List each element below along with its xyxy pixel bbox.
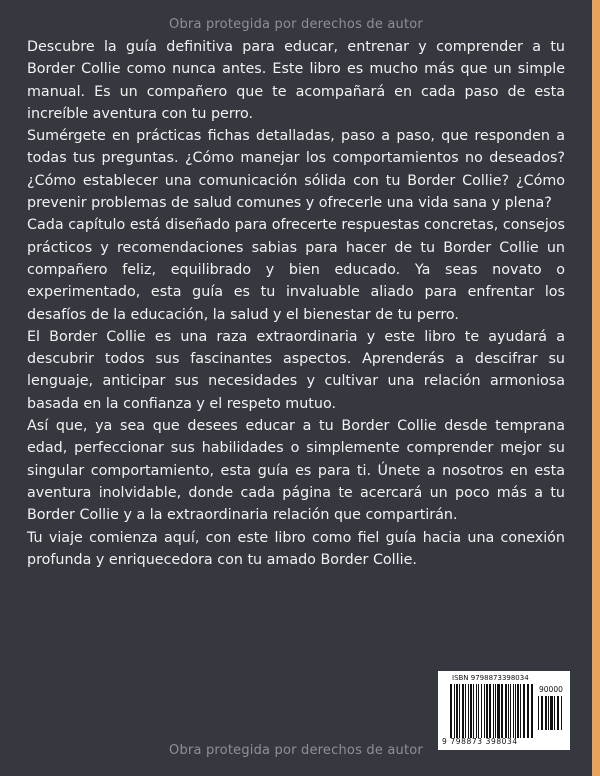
- barcode-bars: [450, 684, 534, 738]
- isbn-label: ISBN 9798873398034: [452, 674, 529, 682]
- isbn-digits: 9 798873 398034: [442, 737, 518, 746]
- isbn-barcode: [438, 671, 570, 750]
- paragraph: Así que, ya sea que desees educar a tu Border Collie desde temprana edad, perfeccionar sus habilidades o simplemente comprender mejor su singular comportamiento, esta guía es para ti. Únete a nosotros en esta aventura inolvidable, donde cada página te acercará un poco más a tu Border Collie y a la extraordinaria relación que compartirán.: [27, 418, 565, 524]
- paragraph: Cada capítulo está diseñado para ofrecerte respuestas concretas, consejos prácticos y recomendaciones sabias para hacer de tu Border Collie un compañero feliz, equilibrado y bien educado. Ya seas novato o experimentado, esta guía es tu invaluable aliado para enfrentar los desafíos de la educación, la salud y el bienestar de tu perro.: [27, 217, 565, 323]
- paragraph: El Border Collie es una raza extraordinaria y este libro te ayudará a descubrir todos sus fascinantes aspectos. Aprenderás a descifrar su lenguaje, anticipar sus necesidades y cultivar una relación armoniosa basada en la confianza y el respeto mutuo.: [27, 328, 565, 412]
- book-description: [27, 36, 565, 571]
- paragraph: Descubre la guía definitiva para educar, entrenar y comprender a tu Border Collie como nunca antes. Este libro es mucho más que un simple manual. Es un compañero que te acompañará en cada paso de esta increíble aventura con tu perro.: [27, 39, 565, 122]
- copyright-watermark-top: Obra protegida por derechos de autor: [169, 17, 423, 32]
- page-edge: [592, 0, 600, 776]
- price-barcode-bars: [538, 696, 564, 730]
- paragraph: Tu viaje comienza aquí, con este libro como fiel guía hacia una conexión profunda y enriquecedora con tu amado Border Collie.: [27, 529, 565, 568]
- copyright-watermark-bottom: Obra protegida por derechos de autor: [169, 743, 423, 758]
- price-code: 90000: [539, 685, 563, 694]
- paragraph: Sumérgete en prácticas fichas detalladas, paso a paso, que responden a todas tus preguntas. ¿Cómo manejar los comportamientos no deseados? ¿Cómo establecer una comunicación sólida con tu Border Collie? ¿Cómo prevenir problemas de salud comunes y ofrecerle una vida sana y plena?: [27, 128, 565, 212]
